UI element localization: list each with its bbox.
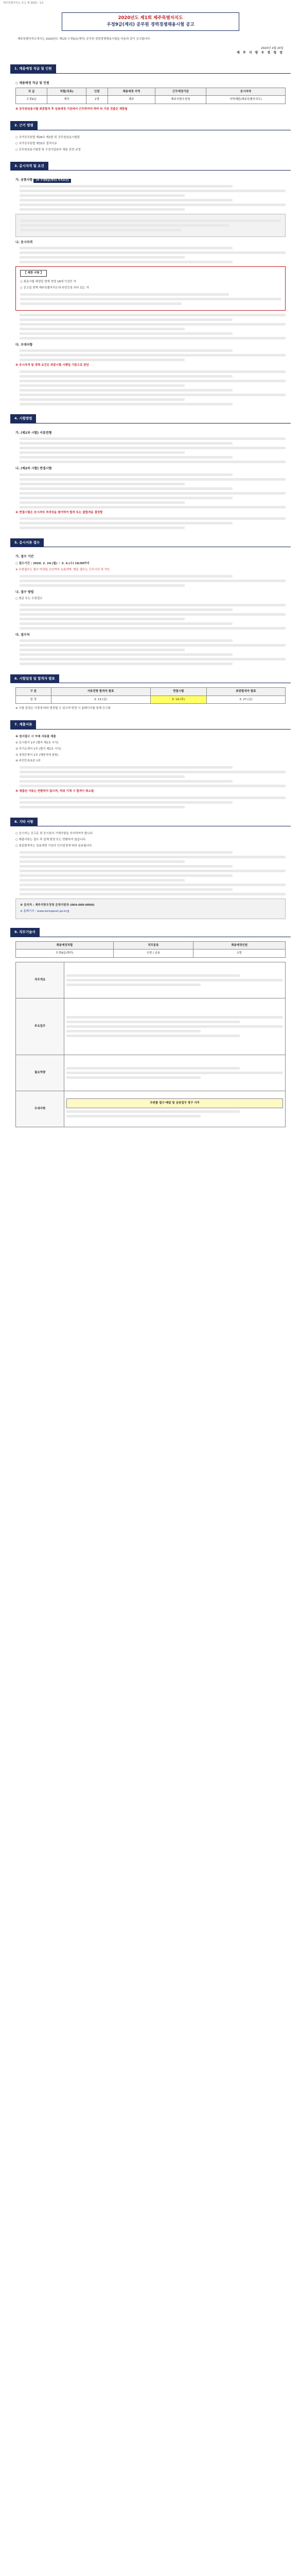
table-header: 인원 xyxy=(86,88,108,96)
text-line xyxy=(20,332,233,335)
text-line xyxy=(20,618,185,620)
text-line xyxy=(66,1030,201,1032)
application-period: ○ 접수기간 : 2020. 2. 24.(월) ~ 3. 4.(수) 18:00까지 xyxy=(15,562,90,565)
row-label: 우대사항 xyxy=(16,1091,64,1127)
table-header: 근무예정기관 xyxy=(155,88,206,96)
section-legal-basis xyxy=(10,122,291,153)
text-line xyxy=(20,261,233,263)
text-line xyxy=(20,208,185,211)
text-line xyxy=(20,506,286,509)
footer-space xyxy=(0,1127,301,1143)
section-title: 7. 제출서류 xyxy=(10,720,36,729)
schedule-note: ※ 시험 일정은 사정에 따라 변경될 수 있으며 변경 시 홈페이지를 통해 공고함 xyxy=(15,707,111,710)
text-line xyxy=(20,359,185,361)
text-line xyxy=(20,644,286,647)
list-item: ① 응시원서 1부 (별지 제1호 서식) xyxy=(15,741,59,744)
list-item: ④ 주민등록초본 1부 xyxy=(15,759,41,763)
text-line xyxy=(20,874,233,877)
table-header: 직 급 xyxy=(16,88,47,96)
section-title: 2. 근거 법령 xyxy=(10,121,38,130)
table-cell-highlight: 3. 19.(목) xyxy=(150,696,206,704)
signer-org: 제 주 지 방 우 정 청 장 xyxy=(237,51,284,55)
text-line xyxy=(20,394,286,396)
section-exam-method xyxy=(10,415,291,529)
section-job-description xyxy=(10,928,291,1127)
red-note: ※ 제출된 서류는 반환하지 않으며, 허위 기재 시 합격이 취소됨 xyxy=(15,790,94,793)
text-line xyxy=(20,865,233,868)
row-label: 필요역량 xyxy=(16,1055,64,1091)
text-line xyxy=(20,473,233,476)
text-line xyxy=(66,1067,240,1070)
text-line xyxy=(20,801,233,804)
section-title: 1. 채용예정 직급 및 인원 xyxy=(10,64,56,73)
table-cell: 지역제한(제주특별자치도) xyxy=(206,96,285,104)
sub-title: ○ 채용예정 직급 및 인원 xyxy=(15,81,49,85)
text-line xyxy=(20,318,233,321)
table-header: 서류전형 합격자 발표 xyxy=(51,688,150,696)
table-header: 채용예정인원 xyxy=(193,941,286,950)
sub-title: 나. 접수 방법 xyxy=(15,590,34,594)
positions-table xyxy=(15,88,286,104)
text-line xyxy=(20,888,233,891)
text-line xyxy=(20,653,233,656)
section-positions xyxy=(10,65,291,112)
section-title: 3. 응시자격 및 요건 xyxy=(10,162,48,171)
table-header: 채용예정 지역 xyxy=(108,88,155,96)
highlight-box: 우편물 접수·배달 및 금융업무 창구 사무 xyxy=(66,1098,283,1108)
text-line xyxy=(20,456,233,459)
contact-info: ※ 문의처 : 제주지방우정청 운영지원과 (064-000-0000) xyxy=(20,903,95,907)
text-line xyxy=(20,575,233,578)
text-line xyxy=(20,775,185,778)
section-title: 8. 기타 사항 xyxy=(10,818,38,826)
text-line xyxy=(20,437,286,440)
text-line xyxy=(20,483,185,485)
contact-box xyxy=(15,899,286,919)
text-line xyxy=(66,979,283,981)
application-method: ○ 방문 또는 우편접수 xyxy=(15,597,43,600)
row-content xyxy=(64,1055,286,1091)
text-line xyxy=(20,229,182,231)
sub-title: 가. 접수 기간 xyxy=(15,555,34,559)
table-cell: 3. 13.(금) xyxy=(51,696,150,704)
list-item: ○ 최종시험 예정일 현재 연령 18세 이상인 자 xyxy=(20,280,77,283)
list-item: ○ 응시자는 공고문 및 응시원서 기재사항을 숙지하여야 합니다. xyxy=(15,832,94,836)
text-line xyxy=(66,1072,283,1074)
job-summary-table xyxy=(15,941,286,958)
list-item: ③ 경력증명서 1부 (해당자에 한함) xyxy=(15,753,59,757)
text-line xyxy=(66,1021,240,1023)
text-line xyxy=(20,256,185,259)
text-line xyxy=(20,375,233,378)
red-note: ※ 우편접수는 접수 마감일 소인까지 유효하며, 방문 접수는 근무시간 내 가능 xyxy=(15,568,110,571)
text-line xyxy=(66,984,201,986)
table-header: 면접시험 xyxy=(150,688,206,696)
signer-date: 2020년 2월 20일 xyxy=(261,46,284,50)
signer-block xyxy=(0,42,301,56)
table-cell: 1명 xyxy=(193,950,286,958)
text-line xyxy=(20,796,286,799)
text-line xyxy=(66,1110,240,1113)
list-item: ○ 공고일 현재 제주특별자치도에 주민등록 되어 있는 자 xyxy=(20,286,89,290)
schedule-table xyxy=(15,687,286,704)
text-line xyxy=(20,349,233,352)
list-item: ○ 제출서류는 접수 후 일체 변경 또는 반환하지 않습니다. xyxy=(15,838,86,842)
notice-number: 제주특별자치도 공고 제 2020 - 1호 xyxy=(3,2,44,5)
text-line xyxy=(20,451,185,454)
text-line xyxy=(20,337,286,340)
text-line xyxy=(20,517,286,520)
text-line xyxy=(20,893,286,895)
text-line xyxy=(20,293,229,296)
table-cell: 3. 27.(금) xyxy=(206,696,285,704)
text-line xyxy=(20,851,233,854)
list-item: ② 자기소개서 1부 (별지 제2호 서식) xyxy=(15,747,61,751)
section-title: 4. 시험방법 xyxy=(10,414,36,423)
text-line xyxy=(20,884,286,886)
text-line xyxy=(20,251,286,254)
text-line xyxy=(20,328,185,330)
text-line xyxy=(20,584,185,587)
table-header: 응시자격 xyxy=(206,88,285,96)
text-line xyxy=(20,785,286,787)
text-line xyxy=(20,302,182,305)
text-line xyxy=(20,580,286,582)
text-line xyxy=(20,461,286,463)
text-line xyxy=(20,194,185,197)
row-content xyxy=(64,962,286,998)
text-line xyxy=(20,806,185,808)
text-line xyxy=(20,870,286,872)
table-header: 구 분 xyxy=(16,688,51,696)
table-cell: 우정9급(계리) xyxy=(16,950,114,958)
sub-title: 나. (제2차 시험) 면접시험 xyxy=(15,467,52,471)
table-header: 최종합격자 발표 xyxy=(206,688,285,696)
text-line xyxy=(20,403,233,405)
table-header: 직렬(직류) xyxy=(47,88,86,96)
red-note: ※ 면접시험은 응시자의 적격성을 평가하여 합격 또는 불합격을 결정함 xyxy=(15,511,103,514)
section-documents xyxy=(10,721,291,808)
text-line xyxy=(20,314,286,316)
text-line xyxy=(20,204,286,206)
text-line xyxy=(20,649,185,651)
row-content xyxy=(64,1091,286,1127)
text-line xyxy=(20,384,185,387)
text-line xyxy=(20,224,229,227)
table-cell: 1명 xyxy=(86,96,108,104)
text-line xyxy=(66,974,240,977)
notice-title-line1: 2020년도 제1회 제주특별자치도 xyxy=(118,15,183,21)
red-note: ※ 공무원임용시험 최종합격 후 임용예정 기관에서 근무하여야 하며 타 기관 전출은 제한됨 xyxy=(15,107,128,111)
text-line xyxy=(20,389,233,392)
list-item: ○ 최종합격자는 임용예정 기관의 인사일정에 따라 임용됩니다. xyxy=(15,844,93,848)
text-line xyxy=(20,604,286,606)
list-item: ○ 국가공무원법 제33조 결격사유 xyxy=(15,142,57,145)
list-item: ○ 국가공무원법 제28조 제2항 및 공무원임용시험령 xyxy=(15,135,80,139)
text-line xyxy=(20,323,286,326)
table-cell: 우정9급 xyxy=(16,96,47,104)
text-line xyxy=(20,780,233,783)
text-line xyxy=(20,856,286,858)
text-line xyxy=(20,447,286,449)
text-line xyxy=(20,199,233,201)
section-title: 9. 직무기술서 xyxy=(10,928,40,937)
text-line xyxy=(66,1076,201,1079)
sub-title: 다. 우대사항 xyxy=(15,343,33,347)
text-line xyxy=(20,190,286,192)
sub-title: ※ 원서접수 시 아래 서류를 제출 xyxy=(15,735,56,738)
text-line xyxy=(20,478,286,481)
list-item: ○ 공무원임용시험령 및 우정사업본부 채용 관련 규정 xyxy=(15,148,81,151)
table-cell: 일 정 xyxy=(16,696,51,704)
table-header: 채용예정직렬 xyxy=(16,941,114,950)
table-cell: 제주지방우정청 xyxy=(155,96,206,104)
sub-title-badge: (※ 우정9급(계리) 자격요건) xyxy=(33,179,70,183)
text-line xyxy=(20,370,286,373)
text-line xyxy=(20,608,233,611)
box-title: 【 제한 사항 】 xyxy=(20,270,47,277)
row-content xyxy=(64,998,286,1055)
text-line xyxy=(66,1035,240,1037)
text-line xyxy=(20,639,233,642)
sub-title-text: 가. 공통사항 xyxy=(15,178,33,182)
text-line xyxy=(20,497,233,499)
text-line xyxy=(20,658,286,660)
table-header: 직무분류 xyxy=(113,941,193,950)
section-title: 6. 시험일정 및 합격자 발표 xyxy=(10,674,59,683)
text-line xyxy=(20,627,286,630)
text-line xyxy=(66,1025,283,1028)
notice-title-box xyxy=(62,12,239,31)
text-line xyxy=(20,527,185,529)
text-line xyxy=(20,860,185,863)
section-eligibility xyxy=(10,162,291,405)
row-label: 직무개요 xyxy=(16,962,64,998)
homepage-link[interactable]: ※ 홈페이지 : www.koreapost.go.kr/jj xyxy=(20,909,69,913)
notice-title-line2: 우정9급(계리) 공무원 경력경쟁채용시험 공고 xyxy=(107,22,194,27)
text-line xyxy=(20,398,185,401)
text-line xyxy=(20,492,286,495)
text-line xyxy=(20,354,286,357)
sub-title xyxy=(15,178,286,183)
sub-title: 가. (제1차 시험) 서류전형 xyxy=(15,431,52,435)
table-cell: 제주 xyxy=(108,96,155,104)
text-line xyxy=(20,879,185,882)
text-line xyxy=(20,219,281,222)
text-line xyxy=(66,1115,201,1117)
table-cell: 계리 xyxy=(47,96,86,104)
text-line xyxy=(66,1016,283,1019)
notice-box xyxy=(15,214,286,237)
intro-text: 제주특별자치도에서는 2020년도 제1회 우정9급(계리) 공무원 경력경쟁채용시험을 다음과 같이 공고합니다. xyxy=(17,38,151,41)
row-label: 주요업무 xyxy=(16,998,64,1055)
section-schedule xyxy=(10,674,291,711)
restriction-box xyxy=(15,266,286,310)
text-line xyxy=(20,613,286,616)
sub-title: 다. 접수처 xyxy=(15,633,30,637)
text-line xyxy=(20,622,233,625)
section-title: 5. 응시서류 접수 xyxy=(10,538,44,547)
text-line xyxy=(20,771,286,773)
text-line xyxy=(20,442,233,445)
job-detail-table xyxy=(15,962,286,1127)
text-line xyxy=(20,247,233,249)
sub-title: 나. 응시자격 xyxy=(15,241,33,245)
text-line xyxy=(20,766,233,769)
table-cell: 우편 / 금융 xyxy=(113,950,193,958)
text-line xyxy=(20,487,233,490)
text-line xyxy=(20,522,233,524)
text-line xyxy=(20,298,281,300)
section-application xyxy=(10,538,291,665)
text-line xyxy=(20,501,185,504)
red-note: ※ 응시자격 및 경력 요건은 최종시험 시행일 기준으로 판단 xyxy=(15,364,89,367)
section-etc xyxy=(10,818,291,919)
text-line xyxy=(20,380,286,382)
text-line xyxy=(20,663,233,665)
text-line xyxy=(20,185,233,188)
